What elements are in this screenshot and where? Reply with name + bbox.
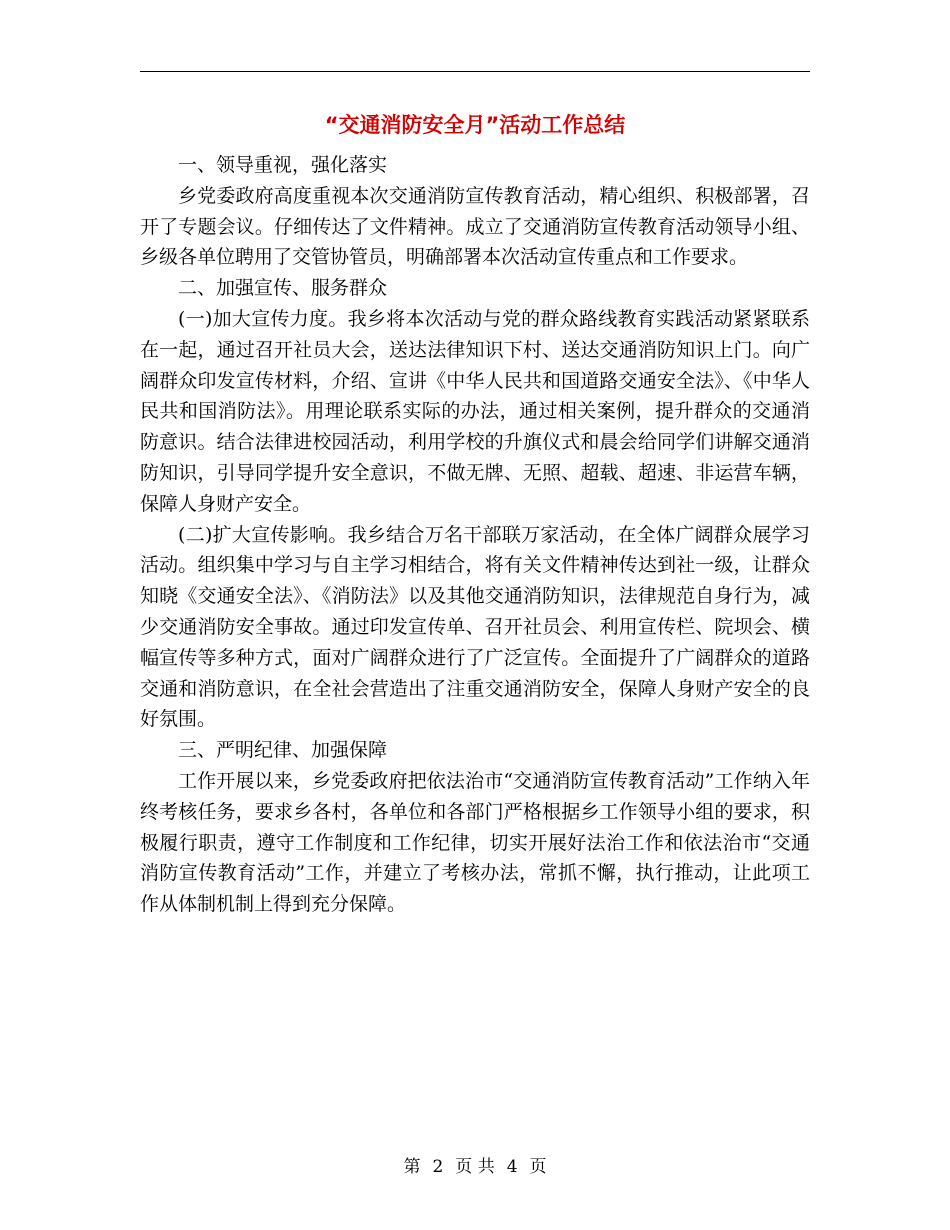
section-heading: 二、加强宣传、服务群众: [178, 277, 388, 300]
section-heading: 一、领导重视，强化落实: [178, 154, 388, 176]
footer-total-pages: 4: [506, 1157, 518, 1177]
document-title: “交通消防安全月”活动工作总结: [324, 113, 626, 137]
page-footer: [0, 1155, 950, 1179]
section-heading: 三、严明纪律、加强保障: [178, 739, 388, 762]
footer-prefix: 第: [403, 1157, 421, 1177]
paragraph: (二)扩大宣传影响。我乡结合万名干部联万家活动，在全体广阔群众展学习活动。组织集中学习与自主学习相结合，将有关文件精神传达到社一级，让群众知晓《交通安全法》、《消防法》以及其他交通消防知识，法律规范自身行为，减少交通消防安全事故。通过印发宣传单、召开社员会、利用宣传栏、院坝会、横幅宣传等多种方式，面对广阔群众进行了广泛宣传。全面提升了广阔群众的道路交通和消防意识，在全社会营造出了注重交通消防安全，保障人身财产安全的良好氛围。: [140, 523, 810, 731]
paragraph: 乡党委政府高度重视本次交通消防宣传教育活动，精心组织、积极部署，召开了专题会议。仔细传达了文件精神。成立了交通消防宣传教育活动领导小组、乡级各单位聘用了交管协管员，明确部署本次活动宣传重点和工作要求。: [140, 184, 810, 269]
footer-middle: 页 共: [455, 1157, 495, 1177]
footer-page-number: 2: [432, 1157, 444, 1177]
paragraph: 工作开展以来，乡党委政府把依法治市“交通消防宣传教育活动”工作纳入年终考核任务，要求乡各村，各单位和各部门严格根据乡工作领导小组的要求，积极履行职责，遵守工作制度和工作纪律，切实开展好法治工作和依法治市“交通消防宣传教育活动”工作，并建立了考核办法，常抓不懈，执行推动，让此项工作从体制机制上得到充分保障。: [140, 769, 810, 916]
paragraph: (一)加大宣传力度。我乡将本次活动与党的群众路线教育实践活动紧紧联系在一起，通过召开社员大会，送达法律知识下村、送达交通消防知识上门。向广阔群众印发宣传材料，介绍、宣讲《中华人民共和国道路交通安全法》、《中华人民共和国消防法》。用理论联系实际的办法，通过相关案例，提升群众的交通消防意识。结合法律进校园活动，利用学校的升旗仪式和晨会给同学们讲解交通消防知识，引导同学提升安全意识，不做无牌、无照、超载、超速、非运营车辆，保障人身财产安全。: [140, 307, 810, 515]
footer-suffix: 页: [529, 1157, 547, 1177]
header-rule: [140, 71, 810, 72]
document-body: [140, 150, 810, 920]
